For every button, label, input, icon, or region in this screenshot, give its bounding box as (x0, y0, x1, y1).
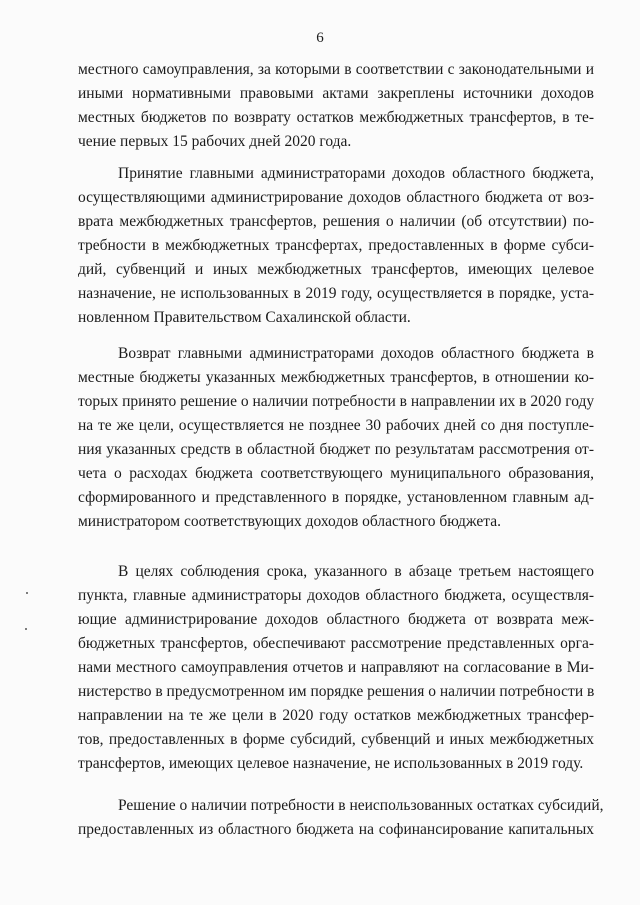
text-line: местные бюджеты указанных межбюджетных трансфертов, в отношении ко- (78, 369, 594, 386)
text-line: врата межбюджетных трансфертов, решения о наличии (об отсутствии) по- (78, 213, 594, 230)
text-line: иными нормативными правовыми актами закреплены источники доходов (78, 85, 594, 102)
text-line: нистерство в предусмотренном им порядке решения о наличии потребности в (78, 683, 595, 700)
text-line: Решение о наличии потребности в неиспользованных остатках субсидий, (118, 797, 604, 814)
scan-speck (25, 628, 27, 630)
text-line: на те же цели, осуществляется не позднее 30 рабочих дней со дня поступле- (78, 417, 594, 434)
text-line: предоставленных из областного бюджета на софинансирование капитальных (78, 821, 594, 838)
page-number: 6 (316, 30, 324, 46)
text-line: бюджетных трансфертов, обеспечивают рассмотрение представленных орга- (78, 635, 594, 652)
text-line: пункта, главные администраторы доходов областного бюджета, осуществля- (78, 587, 594, 604)
text-line: нами местного самоуправления отчетов и направляют на согласование в Ми- (78, 659, 594, 676)
scan-speck (26, 592, 28, 594)
text-line: трансфертов, имеющих целевое назначение, не использованных в 2019 году. (78, 755, 584, 772)
text-line: дий, субвенций и иных межбюджетных трансфертов, имеющих целевое (78, 261, 594, 278)
text-line: осуществляющими администрирование доходов областного бюджета от воз- (78, 189, 594, 206)
text-line: чение первых 15 рабочих дней 2020 года. (78, 133, 352, 150)
text-line: ющие администрирование доходов областного бюджета от возврата меж- (78, 611, 594, 628)
text-line: тов, предоставленных в форме субсидий, субвенций и иных межбюджетных (78, 731, 594, 748)
text-line: сформированного и представленного в порядке, установленном главным ад- (78, 489, 594, 506)
text-line: новленном Правительством Сахалинской области. (78, 309, 411, 326)
text-line: требности в межбюджетных трансфертах, предоставленных в форме субси- (78, 237, 594, 254)
text-line: ния указанных средств в областной бюджет по результатам рассмотрения от- (78, 441, 594, 458)
text-line: министратором соответствующих доходов областного бюджета. (78, 513, 501, 530)
text-line: назначение, не использованных в 2019 году, осуществляется в порядке, уста- (78, 285, 594, 302)
text-line: Принятие главными администраторами доходов областного бюджета, (118, 165, 594, 182)
text-line: торых принято решение о наличии потребности в направлении их в 2020 году (78, 393, 595, 410)
text-line: направлении на те же цели в 2020 году остатков межбюджетных трансфер- (78, 707, 594, 724)
text-line: В целях соблюдения срока, указанного в абзаце третьем настоящего (118, 563, 594, 580)
text-line: местных бюджетов по возврату остатков межбюджетных трансфертов, в те- (78, 109, 594, 126)
text-line: местного самоуправления, за которыми в соответствии с законодательными и (78, 61, 594, 78)
text-line: Возврат главными администраторами доходов областного бюджета в (118, 345, 594, 362)
text-line: чета о расходах бюджета соответствующего муниципального образования, (78, 465, 594, 482)
